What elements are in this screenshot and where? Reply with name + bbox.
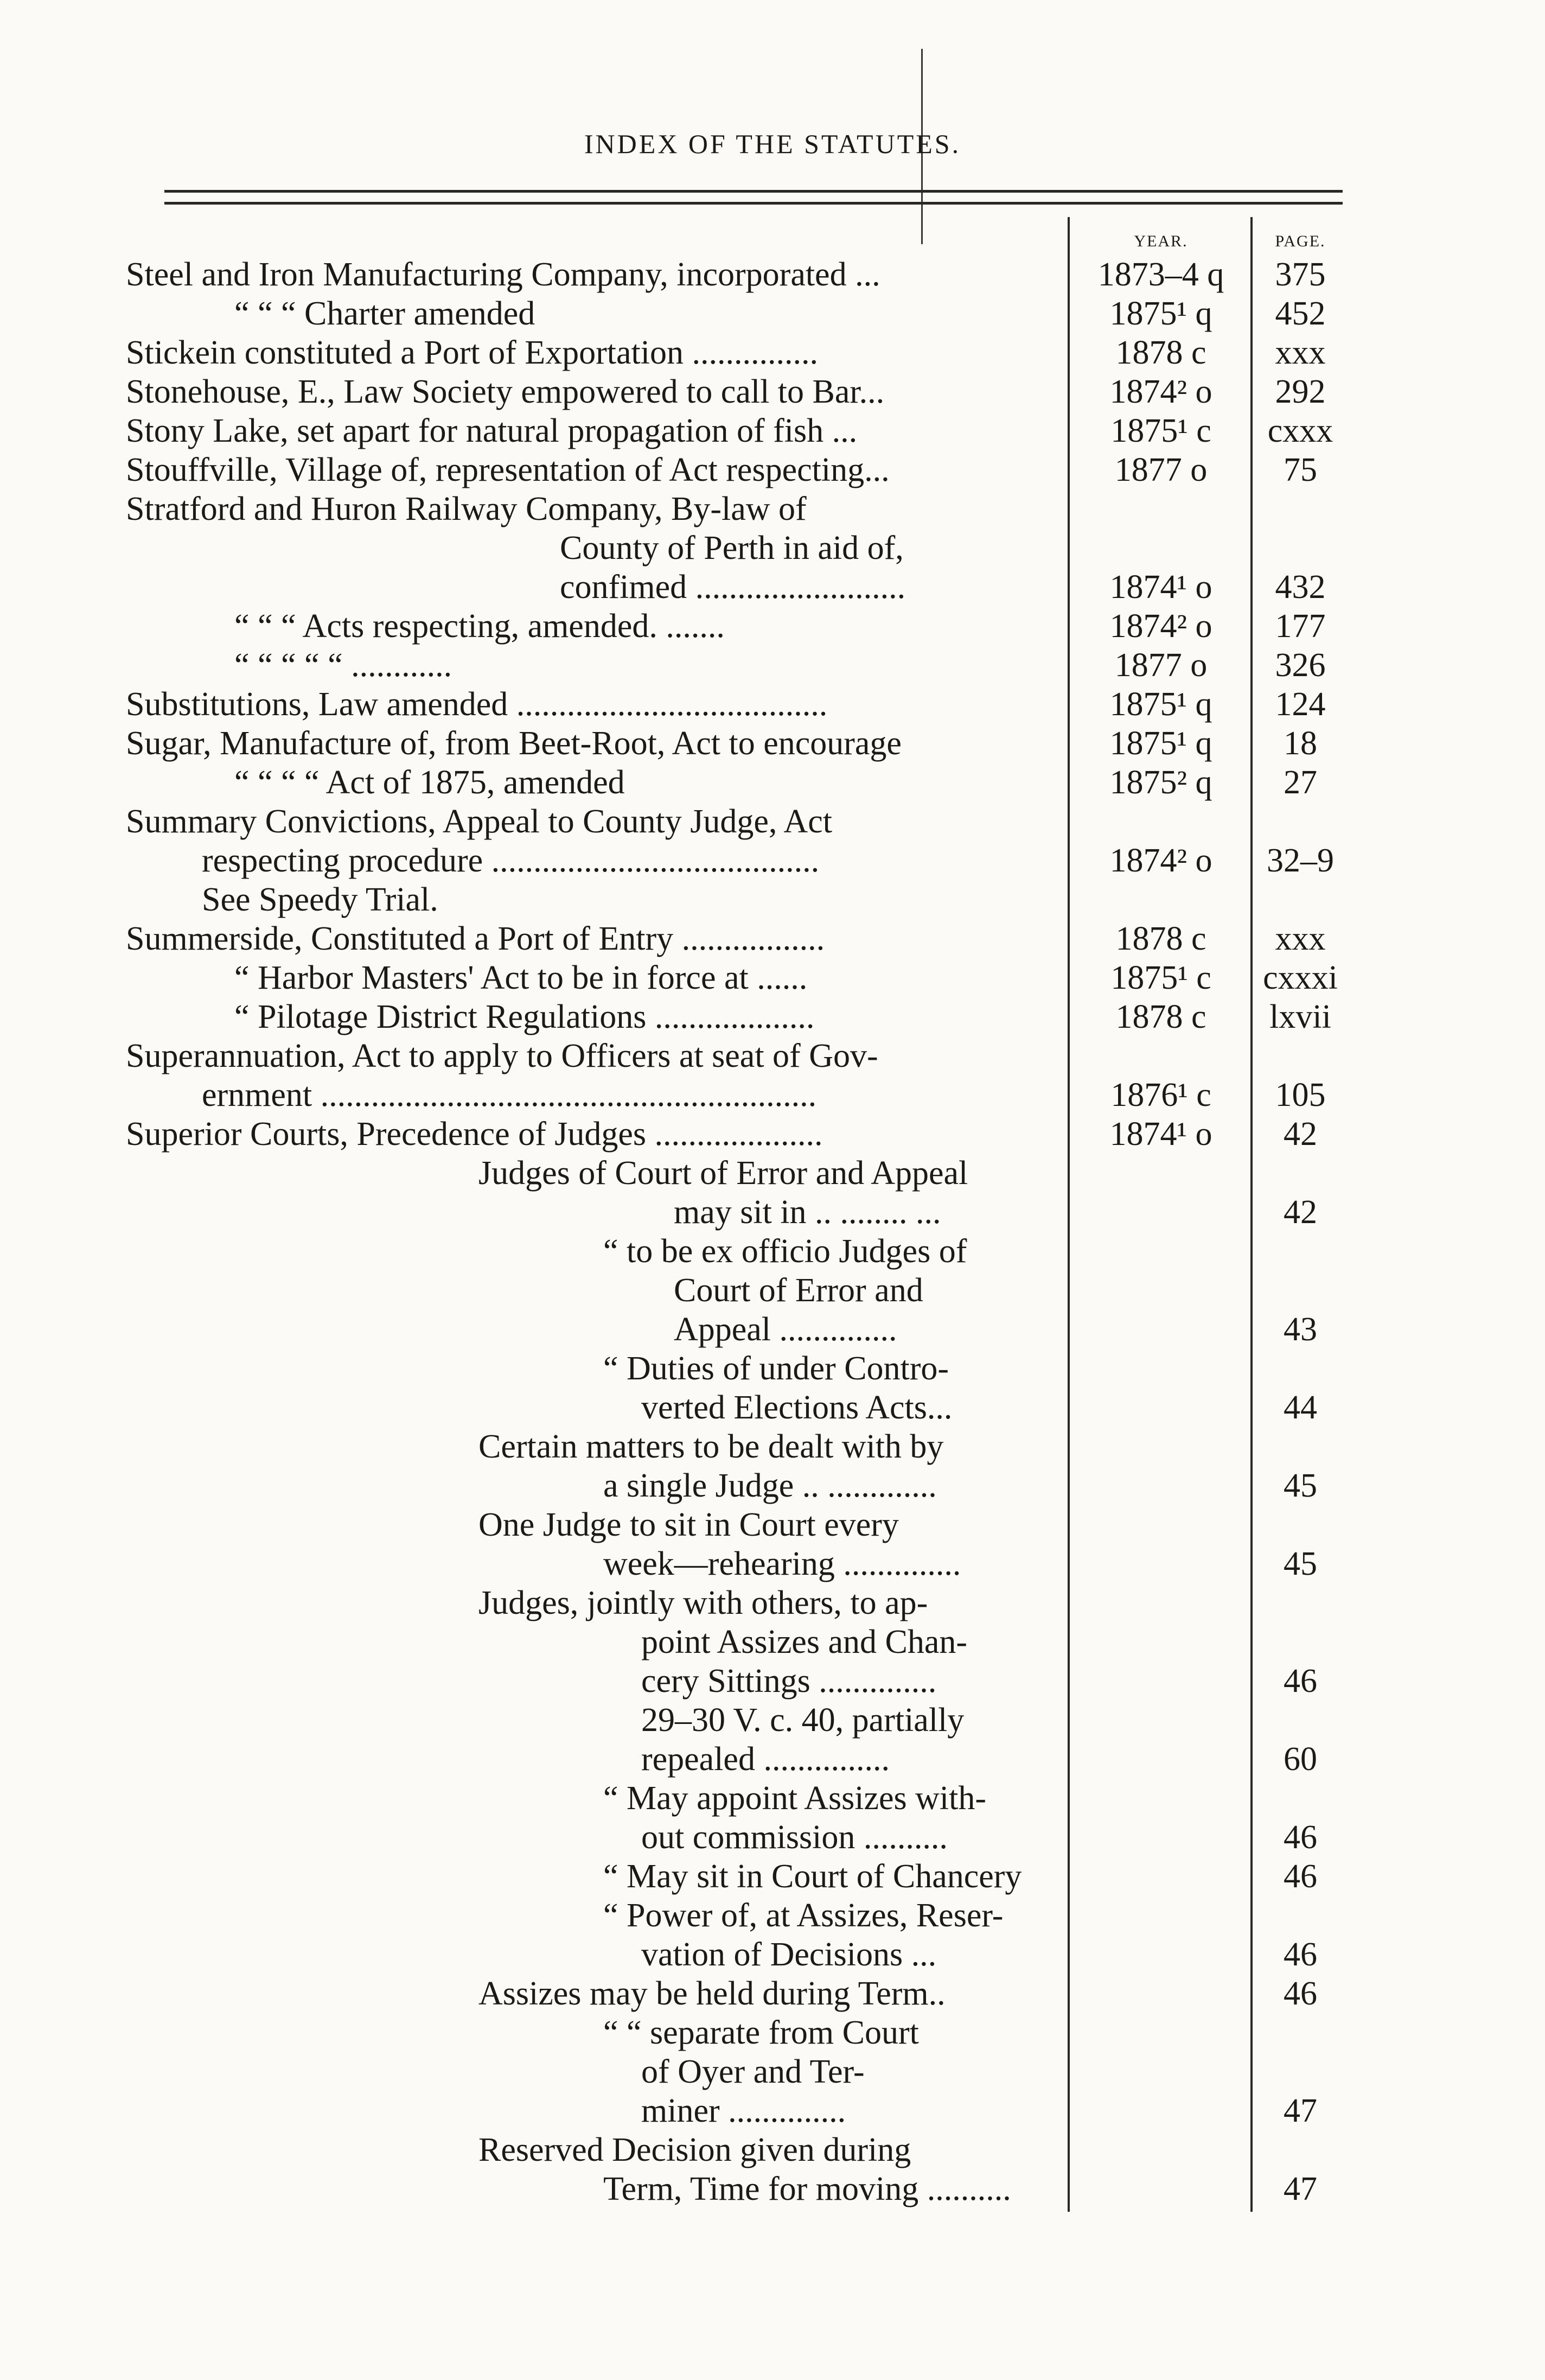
entry-page: 375	[1275, 256, 1326, 293]
entry-page: 46	[1284, 1858, 1317, 1895]
index-row	[0, 1857, 1545, 1896]
index-row	[0, 489, 1545, 529]
index-row	[0, 880, 1545, 919]
entry-text: Court of Error and	[674, 1272, 923, 1309]
entry-year: 1874¹ o	[1109, 569, 1212, 606]
index-row	[0, 568, 1545, 607]
entry-year: 1875¹ c	[1110, 959, 1211, 996]
entry-text: “ “ “ “ Act of 1875, amended	[234, 764, 625, 801]
index-row	[0, 2130, 1545, 2169]
index-row	[0, 958, 1545, 997]
entry-year: 1875¹ c	[1110, 412, 1211, 449]
entry-text: Term, Time for moving ..........	[603, 2171, 1011, 2207]
entry-text: Assizes may be held during Term..	[478, 1975, 946, 2012]
entry-text: Reserved Decision given during	[478, 2131, 911, 2168]
index-row	[0, 1076, 1545, 1115]
entry-text: Stouffville, Village of, representation of Act respecting...	[126, 451, 890, 488]
entry-text: verted Elections Acts...	[641, 1389, 953, 1426]
entry-page: xxx	[1275, 920, 1326, 957]
entry-text: repealed ...............	[641, 1741, 890, 1778]
index-row	[0, 255, 1545, 294]
index-row	[0, 1505, 1545, 1544]
entry-text: “ Pilotage District Regulations ...................	[234, 998, 815, 1035]
entry-text: ernment ...........................................................	[202, 1077, 817, 1113]
index-row	[0, 1310, 1545, 1349]
index-row	[0, 294, 1545, 333]
entry-text: a single Judge .. .............	[603, 1467, 937, 1504]
entry-text: “ “ “ “ “ ............	[234, 647, 452, 684]
entry-text: Substitutions, Law amended .....................................	[126, 686, 828, 723]
index-row	[0, 1388, 1545, 1427]
index-row	[0, 1036, 1545, 1076]
entry-text: respecting procedure .......................................	[202, 842, 820, 879]
entry-page: 27	[1284, 764, 1317, 801]
index-row	[0, 802, 1545, 841]
entry-text: out commission ..........	[641, 1819, 948, 1856]
entry-text: Judges, jointly with others, to ap-	[478, 1584, 928, 1621]
index-row	[0, 685, 1545, 724]
entry-text: “ Harbor Masters' Act to be in force at ......	[234, 959, 808, 996]
entry-page: 45	[1284, 1467, 1317, 1504]
index-row	[0, 1349, 1545, 1388]
entry-text: Certain matters to be dealt with by	[478, 1428, 944, 1465]
index-row	[0, 1818, 1545, 1857]
entry-page: 43	[1284, 1311, 1317, 1348]
entry-page: 44	[1284, 1389, 1317, 1426]
entry-text: “ Power of, at Assizes, Reser-	[603, 1897, 1004, 1934]
index-row	[0, 919, 1545, 958]
entry-year: 1878 c	[1115, 920, 1206, 957]
entry-page: 46	[1284, 1663, 1317, 1700]
entry-text: Summerside, Constituted a Port of Entry .................	[126, 920, 825, 957]
entry-year: 1876¹ c	[1110, 1077, 1211, 1113]
entry-text: “ May appoint Assizes with-	[603, 1780, 987, 1817]
entry-year: 1877 o	[1114, 647, 1208, 684]
entry-page: 18	[1284, 725, 1317, 762]
entry-page: lxvii	[1269, 998, 1331, 1035]
entry-page: 46	[1284, 1936, 1317, 1973]
entry-page: cxxx	[1267, 412, 1333, 449]
entry-page: 47	[1284, 2171, 1317, 2207]
entry-page: 177	[1275, 608, 1326, 645]
index-row	[0, 2169, 1545, 2209]
year-column-heading: YEAR.	[1134, 232, 1188, 250]
entry-text: Judges of Court of Error and Appeal	[478, 1155, 968, 1192]
entry-year: 1875¹ q	[1109, 295, 1212, 332]
entry-page: 45	[1284, 1545, 1317, 1582]
entry-page: 292	[1275, 373, 1326, 410]
entry-page: cxxxi	[1263, 959, 1338, 996]
index-row	[0, 1896, 1545, 1935]
header-rule-top	[164, 190, 1343, 193]
entry-text: “ “ “ Charter amended	[234, 295, 535, 332]
entry-text: Sugar, Manufacture of, from Beet-Root, Act to encourage	[126, 725, 902, 762]
page-header: INDEX OF THE STATUTES.	[584, 129, 961, 159]
entry-text: “ “ separate from Court	[603, 2014, 919, 2051]
entry-year: 1874² o	[1109, 608, 1212, 645]
index-entries	[0, 255, 1545, 2209]
entry-text: Stratford and Huron Railway Company, By-law of	[126, 491, 807, 527]
entry-text: Stonehouse, E., Law Society empowered to call to Bar...	[126, 373, 885, 410]
entry-text: One Judge to sit in Court every	[478, 1506, 899, 1543]
entry-year: 1875² q	[1109, 764, 1212, 801]
entry-year: 1874² o	[1109, 373, 1212, 410]
entry-year: 1875¹ q	[1109, 686, 1212, 723]
index-row	[0, 1427, 1545, 1466]
entry-text: Stickein constituted a Port of Exportation ...............	[126, 334, 818, 371]
entry-page: 75	[1284, 451, 1317, 488]
entry-page: 42	[1284, 1116, 1317, 1153]
entry-text: 29–30 V. c. 40, partially	[641, 1702, 965, 1739]
entry-page: 60	[1284, 1741, 1317, 1778]
index-row	[0, 607, 1545, 646]
index-row	[0, 1232, 1545, 1271]
index-row	[0, 1466, 1545, 1505]
entry-page: xxx	[1275, 334, 1326, 371]
entry-year: 1874¹ o	[1109, 1116, 1212, 1153]
entry-page: 432	[1275, 569, 1326, 606]
entry-page: 452	[1275, 295, 1326, 332]
entry-text: confimed .........................	[560, 569, 906, 606]
index-row	[0, 646, 1545, 685]
entry-text: “ Duties of under Contro-	[603, 1350, 949, 1387]
index-row	[0, 1115, 1545, 1154]
entry-year: 1877 o	[1114, 451, 1208, 488]
entry-page: 42	[1284, 1194, 1317, 1231]
index-row	[0, 1271, 1545, 1310]
entry-page: 46	[1284, 1975, 1317, 2012]
index-row	[0, 1193, 1545, 1232]
entry-text: “ “ “ Acts respecting, amended. .......	[234, 608, 725, 645]
entry-text: Stony Lake, set apart for natural propagation of fish ...	[126, 412, 858, 449]
index-row	[0, 1779, 1545, 1818]
entry-text: cery Sittings ..............	[641, 1663, 937, 1700]
index-row	[0, 1740, 1545, 1779]
entry-text: See Speedy Trial.	[202, 881, 438, 918]
page-column-heading: PAGE.	[1275, 232, 1326, 250]
index-row	[0, 529, 1545, 568]
entry-page: 105	[1275, 1077, 1326, 1113]
entry-text: Superior Courts, Precedence of Judges ....................	[126, 1116, 823, 1153]
index-row	[0, 1544, 1545, 1583]
index-row	[0, 333, 1545, 372]
index-row	[0, 2091, 1545, 2130]
entry-page: 124	[1275, 686, 1326, 723]
index-row	[0, 763, 1545, 802]
index-row	[0, 450, 1545, 489]
index-row	[0, 2052, 1545, 2091]
header-rule-bottom	[164, 202, 1343, 205]
entry-text: point Assizes and Chan-	[641, 1624, 967, 1660]
entry-text: Summary Convictions, Appeal to County Judge, Act	[126, 803, 832, 840]
entry-text: of Oyer and Ter-	[641, 2053, 865, 2090]
entry-year: 1873–4 q	[1097, 256, 1224, 293]
entry-page: 47	[1284, 2092, 1317, 2129]
index-row	[0, 372, 1545, 411]
entry-year: 1878 c	[1115, 334, 1206, 371]
index-row	[0, 1974, 1545, 2013]
entry-text: vation of Decisions ...	[641, 1936, 937, 1973]
index-row	[0, 2013, 1545, 2052]
index-row	[0, 1583, 1545, 1622]
entry-text: miner ..............	[641, 2092, 846, 2129]
index-row	[0, 1154, 1545, 1193]
index-row	[0, 1622, 1545, 1662]
entry-text: may sit in .. ........ ...	[674, 1194, 941, 1231]
index-row	[0, 1935, 1545, 1974]
entry-year: 1878 c	[1115, 998, 1206, 1035]
entry-text: week—rehearing ..............	[603, 1545, 961, 1582]
entry-page: 46	[1284, 1819, 1317, 1856]
index-row	[0, 1662, 1545, 1701]
entry-page: 326	[1275, 647, 1326, 684]
index-row	[0, 724, 1545, 763]
index-row	[0, 841, 1545, 880]
index-row	[0, 411, 1545, 450]
entry-text: Superannuation, Act to apply to Officers at seat of Gov-	[126, 1038, 878, 1074]
entry-text: Appeal ..............	[674, 1311, 897, 1348]
entry-year: 1874² o	[1109, 842, 1212, 879]
entry-text: County of Perth in aid of,	[560, 530, 904, 567]
entry-page: 32–9	[1267, 842, 1334, 879]
index-row	[0, 997, 1545, 1036]
entry-text: “ to be ex officio Judges of	[603, 1233, 967, 1270]
entry-year: 1875¹ q	[1109, 725, 1212, 762]
index-row	[0, 1701, 1545, 1740]
entry-text: “ May sit in Court of Chancery	[603, 1858, 1022, 1895]
entry-text: Steel and Iron Manufacturing Company, incorporated ...	[126, 256, 880, 293]
